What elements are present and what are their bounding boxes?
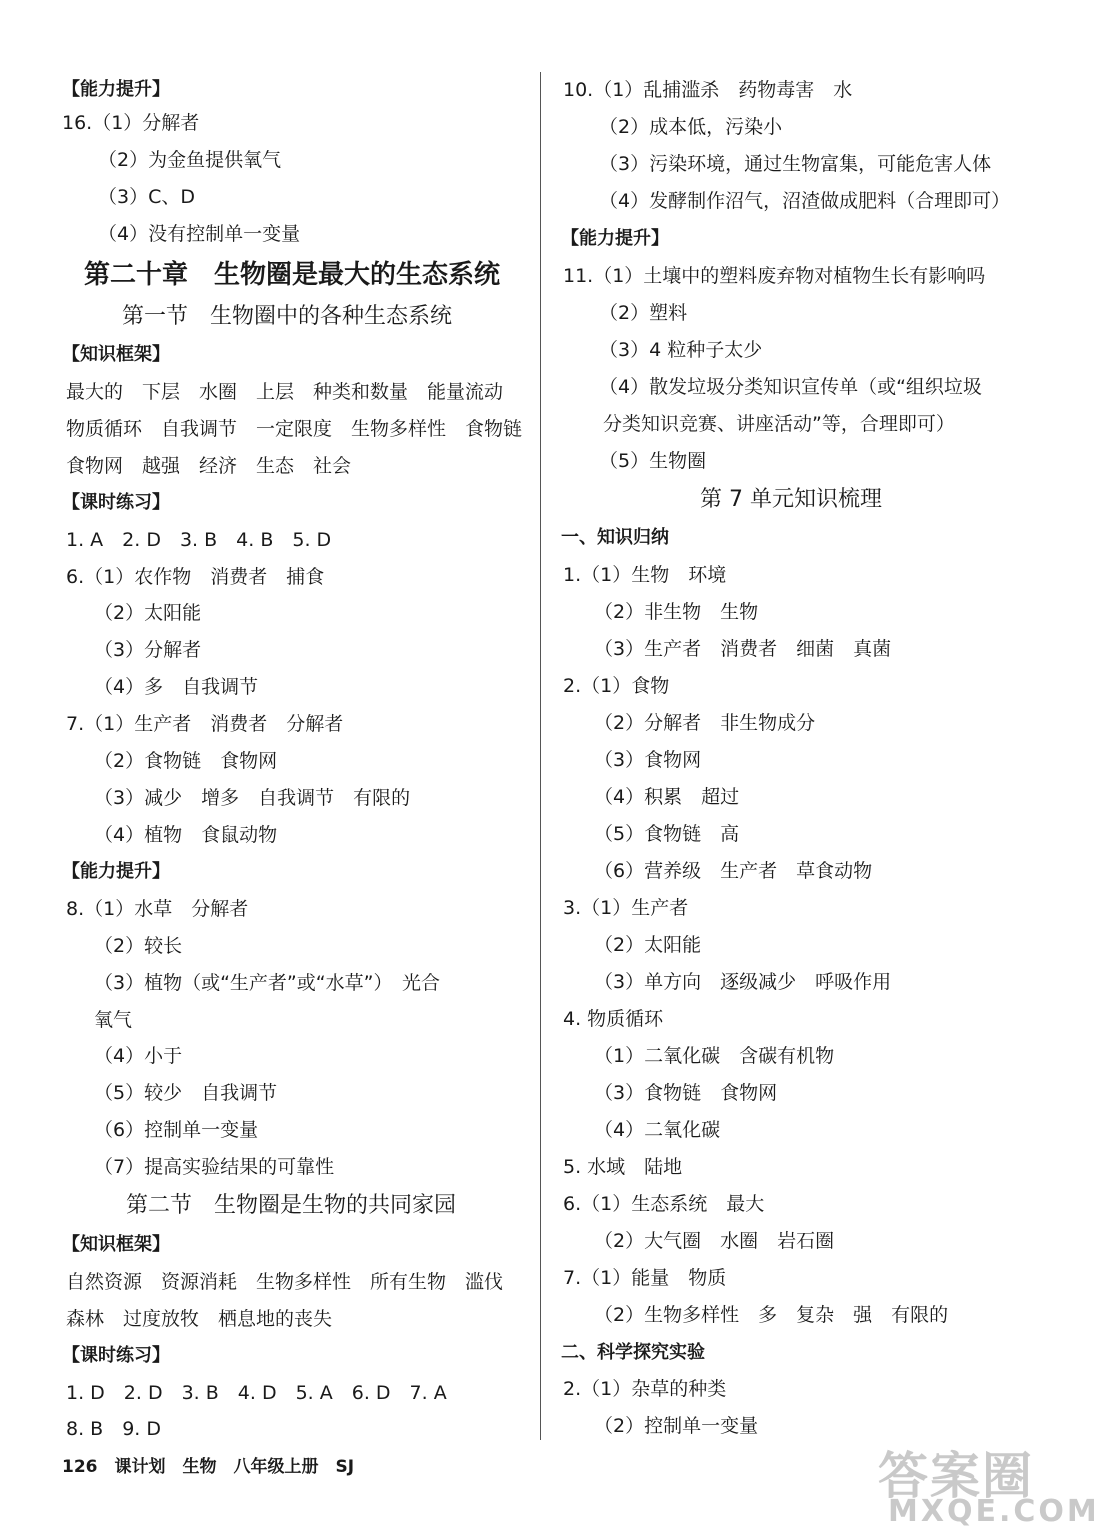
answer-line: （2）控制单一变量 — [594, 1415, 759, 1437]
answer-line: （2）太阳能 — [94, 602, 202, 624]
answer-line: 6.（1）农作物 消费者 捕食 — [66, 566, 325, 588]
section-title: 第二节 生物圈是生物的共同家园 — [126, 1193, 457, 1218]
answer-line: （2）食物链 食物网 — [94, 750, 278, 772]
answer-line: （1）二氧化碳 含碳有机物 — [594, 1045, 835, 1067]
answer-line: 2.（1）食物 — [563, 675, 670, 697]
answer-line: 7.（1）能量 物质 — [563, 1267, 727, 1289]
section-header: 【知识框架】 — [62, 344, 170, 365]
answer-line: （3）单方向 逐级减少 呼吸作用 — [594, 971, 892, 993]
answer-line: （3）减少 增多 自我调节 有限的 — [94, 787, 411, 809]
answer-line: （2）太阳能 — [594, 934, 702, 956]
section-header: 【能力提升】 — [62, 79, 170, 100]
section-header: 【课时练习】 — [62, 1345, 170, 1366]
answer-line: 1.（1）生物 环境 — [563, 564, 727, 586]
answer-line: 5. 水域 陆地 — [563, 1156, 683, 1178]
answer-line: （5）生物圈 — [599, 450, 707, 472]
answer-line: 最大的 下层 水圈 上层 种类和数量 能量流动 — [66, 381, 504, 403]
answer-line: （6）控制单一变量 — [94, 1119, 259, 1141]
answer-line: 物质循环 自我调节 一定限度 生物多样性 食物链 — [66, 418, 523, 440]
section-header: 【能力提升】 — [62, 861, 170, 882]
answer-line: 食物网 越强 经济 生态 社会 — [66, 455, 352, 477]
answer-line: 1. D 2. D 3. B 4. D 5. A 6. D 7. A — [66, 1382, 447, 1404]
column-divider — [540, 72, 541, 1440]
answer-line: 1. A 2. D 3. B 4. B 5. D — [66, 529, 332, 551]
answer-line: （2）生物多样性 多 复杂 强 有限的 — [594, 1304, 949, 1326]
answer-line: （3）污染环境，通过生物富集，可能危害人体 — [599, 153, 992, 175]
answer-line: 2.（1）杂草的种类 — [563, 1378, 727, 1400]
answer-line: （4）植物 食鼠动物 — [94, 824, 278, 846]
answer-line: （3）C、D — [98, 186, 195, 208]
answer-line: （5）较少 自我调节 — [94, 1082, 278, 1104]
answer-line: 分类知识竞赛、讲座活动”等，合理即可） — [603, 413, 955, 435]
answer-line: 8. B 9. D — [66, 1418, 162, 1440]
answer-line: （4）散发垃圾分类知识宣传单（或“组织垃圾 — [599, 376, 982, 398]
answer-line: 6.（1）生态系统 最大 — [563, 1193, 765, 1215]
answer-line: （2）为金鱼提供氧气 — [98, 149, 282, 171]
answer-line: （2）成本低，污染小 — [599, 116, 783, 138]
section-header: 一、知识归纳 — [561, 527, 669, 548]
answer-line: 4. 物质循环 — [563, 1008, 664, 1030]
answer-line: （3）食物网 — [594, 749, 702, 771]
chapter-title: 第二十章 生物圈是最大的生态系统 — [84, 260, 501, 290]
watermark-logo: 答案圈 — [878, 1447, 1034, 1505]
section-header: 二、科学探究实验 — [561, 1342, 705, 1363]
answer-line: （6）营养级 生产者 草食动物 — [594, 860, 873, 882]
answer-line: （5）食物链 高 — [594, 823, 740, 845]
answer-line: （2）塑料 — [599, 302, 688, 324]
answer-line: 8.（1）水草 分解者 — [66, 898, 249, 920]
answer-line: （3）食物链 食物网 — [594, 1082, 778, 1104]
answer-line: 16.（1）分解者 — [62, 112, 200, 134]
section-header: 【能力提升】 — [561, 228, 669, 249]
watermark-url: MXQE.COM — [888, 1494, 1100, 1529]
answer-line: （4）二氧化碳 — [594, 1119, 721, 1141]
answer-line: （2）较长 — [94, 935, 183, 957]
answer-line: 3.（1）生产者 — [563, 897, 689, 919]
answer-line: （4）多 自我调节 — [94, 676, 259, 698]
answer-line: （4）没有控制单一变量 — [98, 223, 301, 245]
answer-line: 7.（1）生产者 消费者 分解者 — [66, 713, 344, 735]
section-title: 第 7 单元知识梳理 — [700, 487, 882, 512]
answer-line: （2）分解者 非生物成分 — [594, 712, 816, 734]
answer-line: 自然资源 资源消耗 生物多样性 所有生物 滥伐 — [66, 1271, 504, 1293]
answer-line: （3）分解者 — [94, 639, 202, 661]
answer-line: （4）发酵制作沼气，沼渣做成肥料（合理即可） — [599, 190, 1011, 212]
section-title: 第一节 生物圈中的各种生态系统 — [122, 304, 453, 329]
answer-line: 10.（1）乱捕滥杀 药物毒害 水 — [563, 79, 853, 101]
section-header: 【课时练习】 — [62, 492, 170, 513]
page-footer: 126 课计划 生物 八年级上册 SJ — [62, 1457, 355, 1477]
answer-line: 氧气 — [94, 1009, 133, 1031]
section-header: 【知识框架】 — [62, 1234, 170, 1255]
answer-line: 11.（1）土壤中的塑料废弃物对植物生长有影响吗 — [563, 265, 986, 287]
answer-line: （3）生产者 消费者 细菌 真菌 — [594, 638, 892, 660]
answer-line: （3）4 粒种子太少 — [599, 339, 763, 361]
answer-line: （4）小于 — [94, 1045, 183, 1067]
answer-line: （7）提高实验结果的可靠性 — [94, 1156, 335, 1178]
answer-line: （4）积累 超过 — [594, 786, 740, 808]
answer-line: （2）非生物 生物 — [594, 601, 759, 623]
answer-line: （2）大气圈 水圈 岩石圈 — [594, 1230, 835, 1252]
answer-line: 森林 过度放牧 栖息地的丧失 — [66, 1308, 333, 1330]
answer-line: （3）植物（或“生产者”或“水草”） 光合 — [94, 972, 440, 994]
